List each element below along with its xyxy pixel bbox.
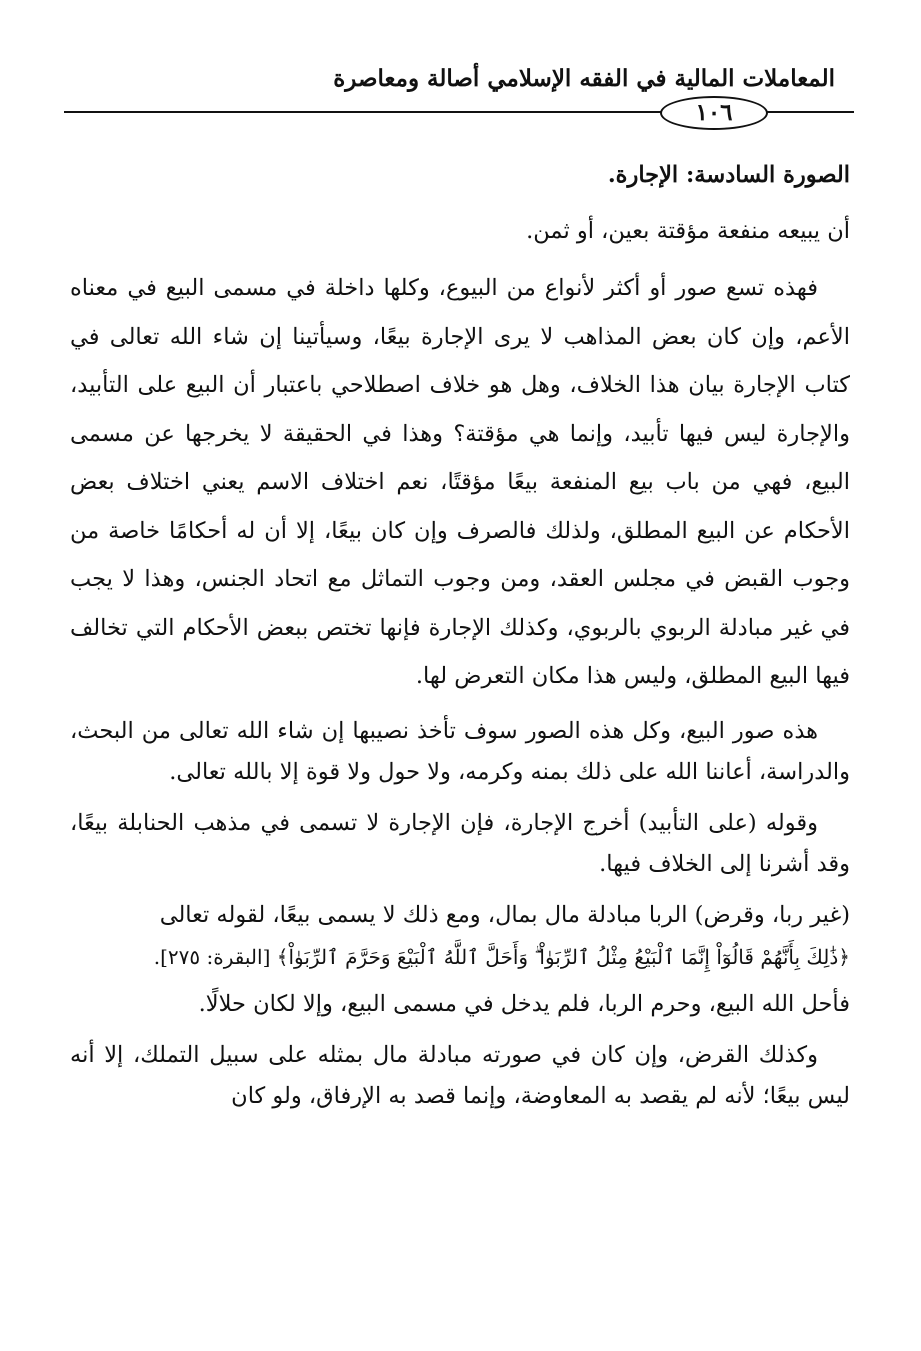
section-heading: الصورة السادسة: الإجارة. (607, 162, 850, 188)
note-paragraph-3: (غير ربا، وقرض) الربا مبادلة مال بمال، ومع ذلك لا يسمى بيعًا، لقوله تعالى (159, 901, 850, 928)
note-paragraph-5: وكذلك القرض، وإن كان في صورته مبادلة مال بمثله على سبيل التملك، إلا أنه ليس بيعًا؛ لأنه لم يقصد به المعاوضة، وإنما قصد به الإرفاق، ولو كان (70, 1041, 850, 1109)
running-title: المعاملات المالية في الفقه الإسلامي أصالة ومعاصرة (333, 65, 835, 92)
note-paragraph-1: هذه صور البيع، وكل هذه الصور سوف تأخذ نصيبها إن شاء الله تعالى من البحث، والدراسة، أعاننا الله على ذلك بمنه وكرمه، ولا حول ولا قوة إلا بالله تعالى. (70, 717, 850, 785)
note-paragraph-4: فأحل الله البيع، وحرم الربا، فلم يدخل في مسمى البيع، وإلا لكان حلالًا. (198, 990, 850, 1017)
paragraph-main: فهذه تسع صور أو أكثر لأنواع من البيوع، وكلها داخلة في مسمى البيع في معناه الأعم، وإن كان بعض المذاهب لا يرى الإجارة بيعًا، وسيأتينا إن شاء الله تعالى في كتاب الإجارة بيان هذا الخلاف، وهل هو خلاف اصطلاحي باعتبار أن البيع على التأبيد، والإجارة ليس فيها تأبيد، وإنما هي مؤقتة؟ وهذا في الحقيقة لا يخرجها عن مسمى البيع، فهي من باب بيع المنفعة بيعًا مؤقتًا، نعم اختلاف الاسم يعني اختلاف بعض الأحكام عن البيع المطلق، ولذلك فالصرف وإن كان بيعًا، إلا أن له أحكامًا خاصة من وجوب القبض في مجلس العقد، ومن وجوب التماثل مع اتحاد الجنس، وهذا لا يجب في غير مبادلة الربوي بالربوي، وكذلك الإجارة فإنها تختص ببعض الأحكام التي تخالف فيها البيع المطلق، وليس هذا مكان التعرض لها. (70, 275, 850, 689)
quran-verse: ﴿ذَٰلِكَ بِأَنَّهُمْ قَالُوٓاْ إِنَّمَا ٱلْبَيْعُ مِثْلُ ٱلرِّبَوٰاْ ۗ وَأَحَلَّ ٱللَّهُ ٱلْبَيْعَ وَحَرَّمَ ٱلرِّبَوٰاْ﴾ [البقرة: ٢٧٥]. (153, 944, 850, 969)
page-body (70, 152, 850, 1127)
note-paragraph-2: وقوله (على التأبيد) أخرج الإجارة، فإن الإجارة لا تسمى في مذهب الحنابلة بيعًا، وقد أشرنا إلى الخلاف فيها. (70, 809, 850, 877)
definition-line: أن يبيعه منفعة مؤقتة بعين، أو ثمن. (526, 218, 850, 244)
page-number-badge: ١٠٦ (660, 96, 768, 130)
